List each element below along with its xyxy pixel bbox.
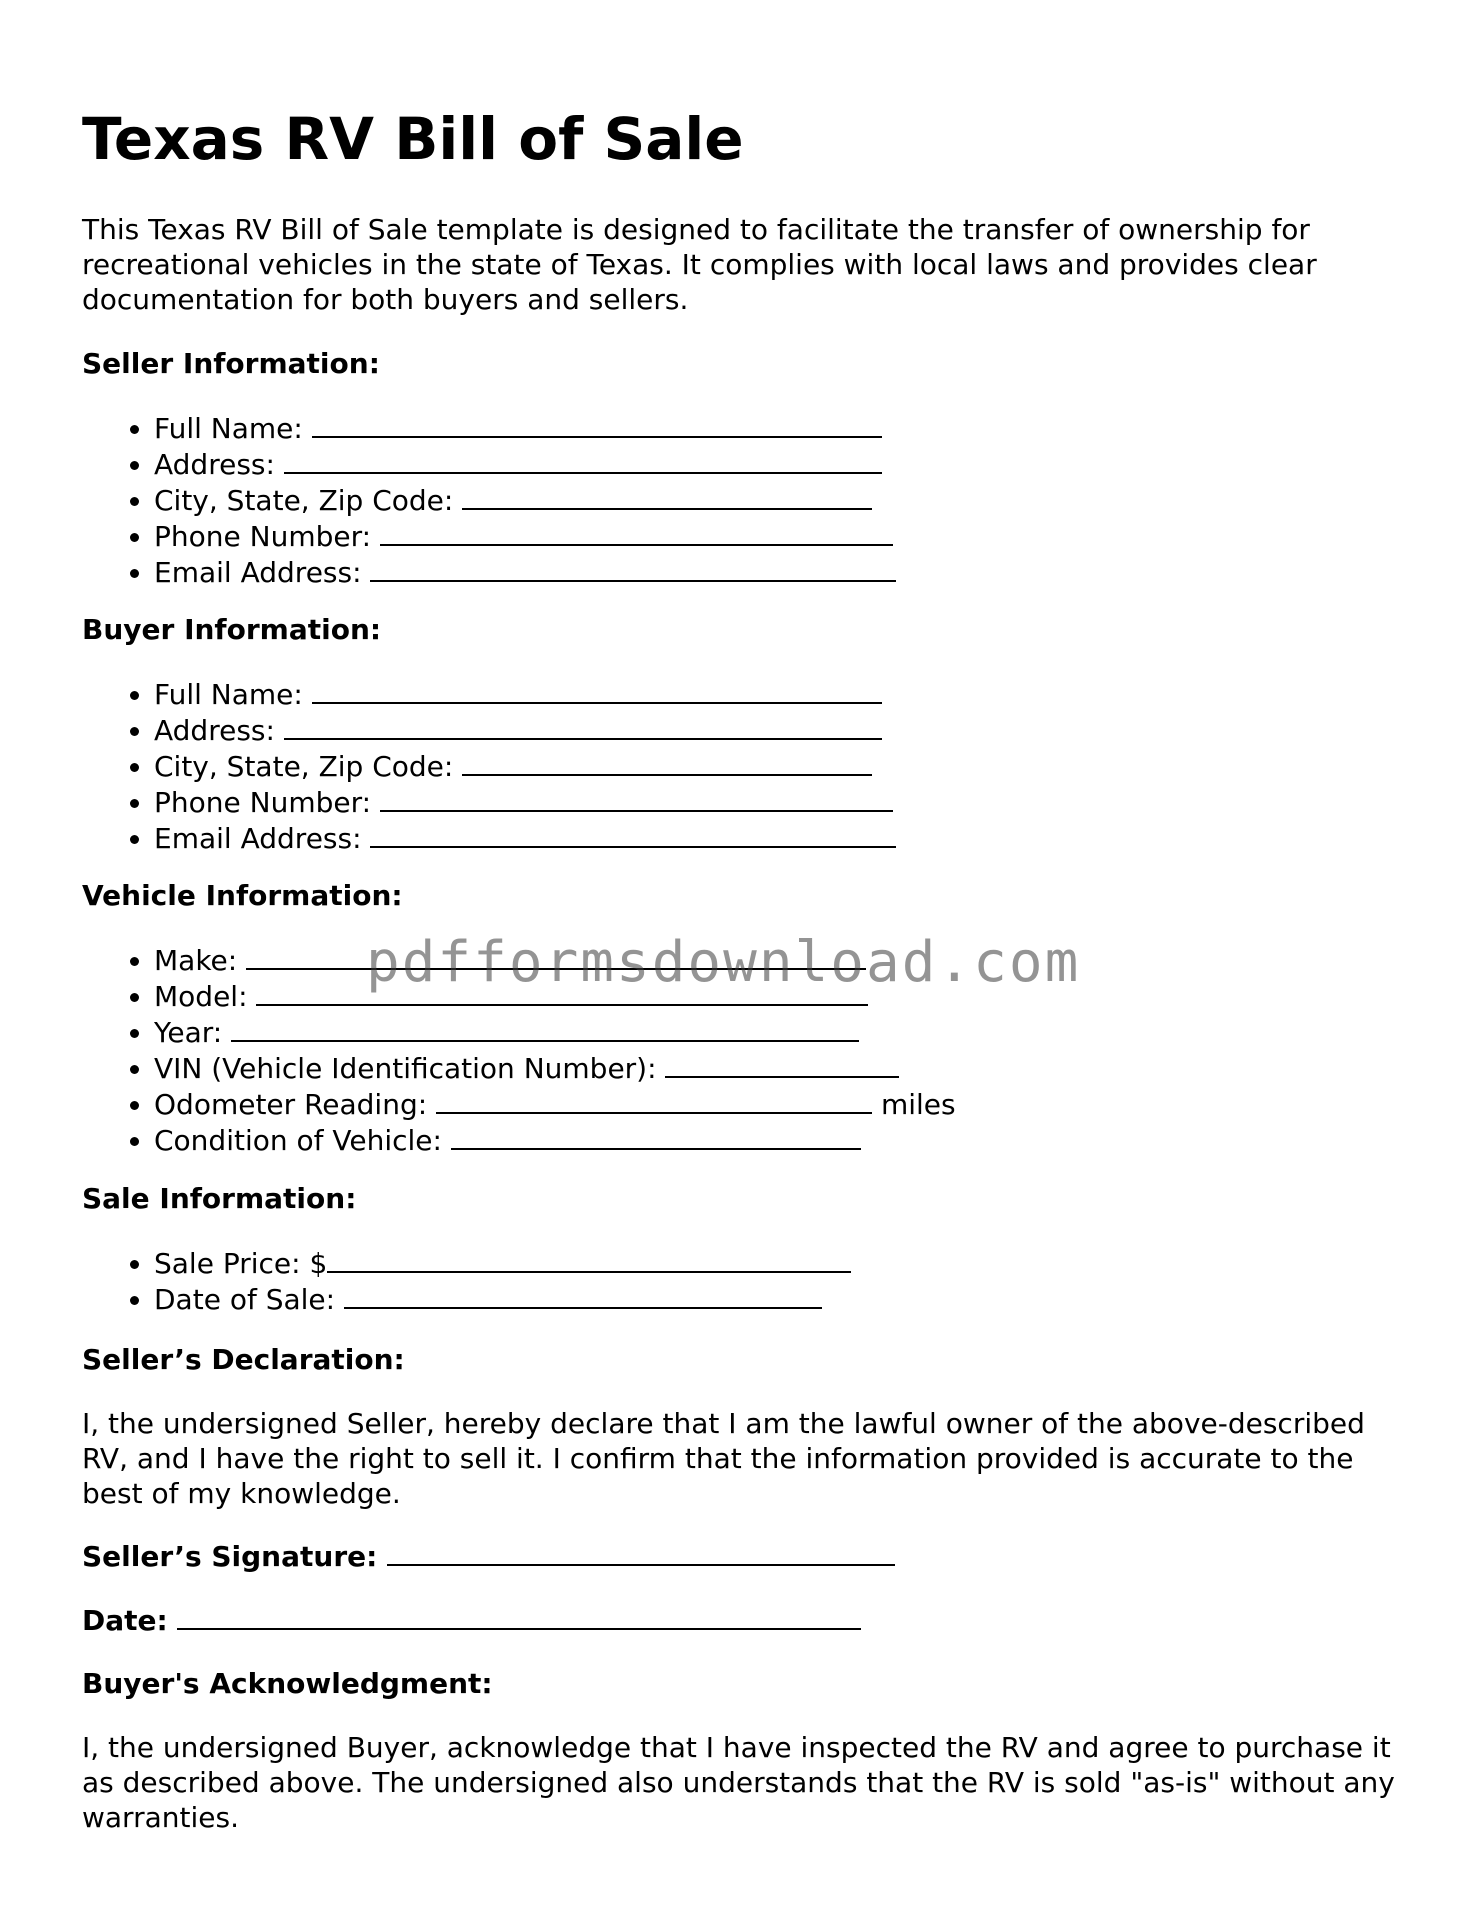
date-label: Date:: [82, 1604, 178, 1637]
buyer-ack-heading: Buyer's Acknowledgment:: [82, 1667, 493, 1700]
buyer-address-item: [154, 712, 896, 748]
seller-city-blank[interactable]: [462, 482, 872, 510]
field-label: Address:: [154, 448, 284, 481]
vehicle-condition-item: [154, 1122, 956, 1158]
buyer-city-blank[interactable]: [462, 748, 872, 776]
field-label: Full Name:: [154, 412, 312, 445]
seller-signature-blank[interactable]: [387, 1538, 895, 1566]
field-label: Make:: [154, 944, 247, 977]
field-label: Model:: [154, 980, 257, 1013]
seller-city-item: [154, 482, 896, 518]
buyer-phone-item: [154, 784, 896, 820]
seller-signature-line: [82, 1538, 895, 1574]
document-title: Texas RV Bill of Sale: [82, 105, 744, 173]
buyer-ack-text: I, the undersigned Buyer, acknowledge that I have inspected the RV and agree to purchase it as described above. The undersigned also understands that the RV is sold "as-is" without any warranties.: [82, 1731, 1395, 1834]
buyer-address-blank[interactable]: [284, 712, 882, 740]
field-label: Email Address:: [154, 822, 371, 855]
sale-info-list: [82, 1245, 851, 1317]
field-label: VIN (Vehicle Identification Number):: [154, 1052, 666, 1085]
sale-info-heading: Sale Information:: [82, 1182, 357, 1215]
vehicle-year-blank[interactable]: [231, 1014, 859, 1042]
seller-declaration-text: I, the undersigned Seller, hereby declare that I am the lawful owner of the above-described RV, and I have the right to sell it. I confirm that the information provided is accurate to the best of my knowledge.: [82, 1407, 1365, 1510]
buyer-full-name-item: [154, 676, 896, 712]
seller-email-item: [154, 554, 896, 590]
field-label: Address:: [154, 714, 284, 747]
field-label: City, State, Zip Code:: [154, 750, 463, 783]
vehicle-year-item: [154, 1014, 956, 1050]
seller-info-list: [82, 410, 896, 590]
buyer-info-list: [82, 676, 896, 856]
seller-email-blank[interactable]: [370, 554, 896, 582]
field-label: Condition of Vehicle:: [154, 1124, 451, 1157]
buyer-city-item: [154, 748, 896, 784]
field-label: City, State, Zip Code:: [154, 484, 463, 517]
sale-price-blank[interactable]: [327, 1245, 851, 1273]
vehicle-odometer-blank[interactable]: [436, 1086, 872, 1114]
field-label: Phone Number:: [154, 786, 380, 819]
field-label: Phone Number:: [154, 520, 380, 553]
seller-declaration-heading: Seller’s Declaration:: [82, 1343, 405, 1376]
buyer-full-name-blank[interactable]: [312, 676, 882, 704]
vehicle-info-heading: Vehicle Information:: [82, 879, 403, 912]
field-label: Sale Price: $: [154, 1247, 328, 1280]
field-label: Year:: [154, 1016, 232, 1049]
sale-date-blank[interactable]: [344, 1281, 822, 1309]
seller-address-item: [154, 446, 896, 482]
field-label: Full Name:: [154, 678, 312, 711]
signature-date-line: [82, 1602, 861, 1638]
seller-info-heading: Seller Information:: [82, 347, 380, 380]
sale-date-item: [154, 1281, 851, 1317]
field-label: Odometer Reading:: [154, 1088, 437, 1121]
seller-phone-blank[interactable]: [380, 518, 893, 546]
watermark: pdfformsdownload.com: [366, 930, 1081, 995]
signature-label: Seller’s Signature:: [82, 1540, 388, 1573]
seller-full-name-item: [154, 410, 896, 446]
intro-paragraph: This Texas RV Bill of Sale template is designed to facilitate the transfer of ownership for recreational vehicles in the state of Texas. It complies with local laws and provides clear documentation for both buyers and sellers.: [82, 213, 1317, 316]
seller-address-blank[interactable]: [284, 446, 882, 474]
signature-date-blank[interactable]: [177, 1602, 861, 1630]
sale-price-item: [154, 1245, 851, 1281]
buyer-email-item: [154, 820, 896, 856]
vehicle-odometer-item: [154, 1086, 956, 1122]
vehicle-vin-blank[interactable]: [665, 1050, 899, 1078]
buyer-info-heading: Buyer Information:: [82, 613, 382, 646]
field-label: Date of Sale:: [154, 1283, 344, 1316]
seller-full-name-blank[interactable]: [312, 410, 882, 438]
seller-phone-item: [154, 518, 896, 554]
odometer-unit: miles: [872, 1088, 956, 1121]
vehicle-condition-blank[interactable]: [451, 1122, 861, 1150]
vehicle-vin-item: [154, 1050, 956, 1086]
buyer-email-blank[interactable]: [370, 820, 896, 848]
buyer-phone-blank[interactable]: [380, 784, 893, 812]
field-label: Email Address:: [154, 556, 371, 589]
